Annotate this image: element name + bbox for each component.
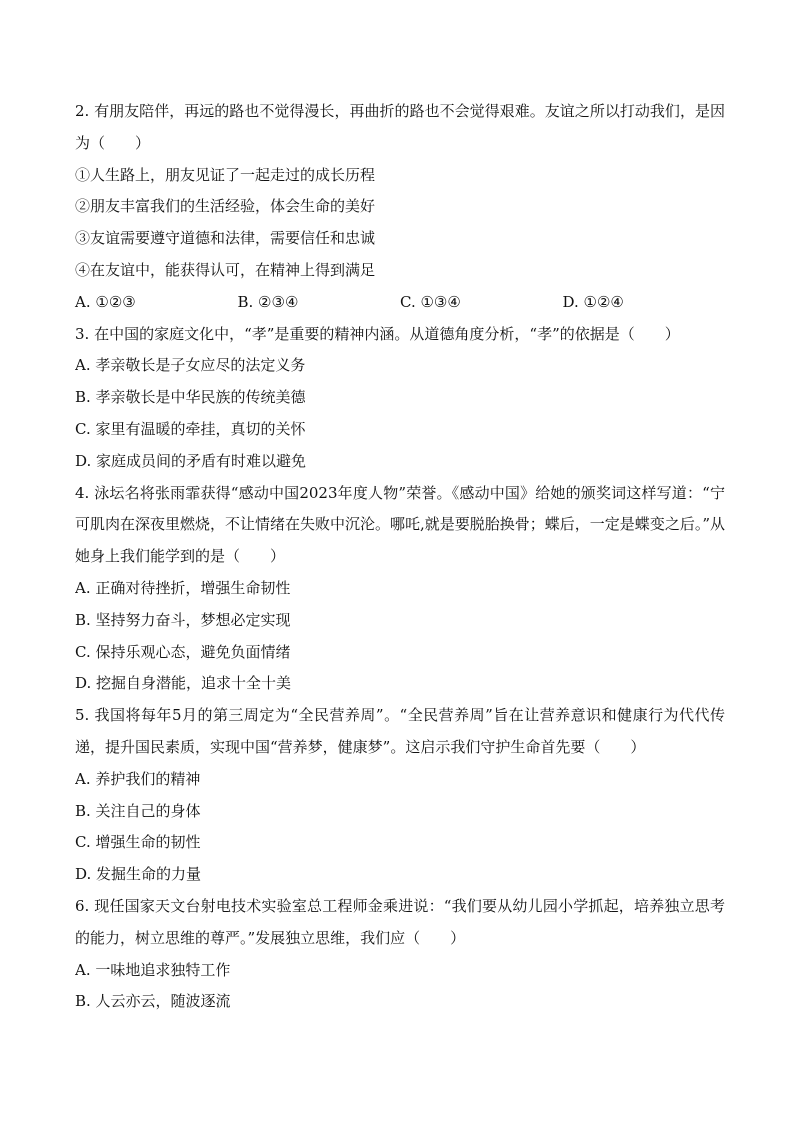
question-2-statement-3: ③友谊需要遵守道德和法律，需要信任和忠诚 <box>75 229 376 248</box>
question-3-option-b: B. 孝亲敬长是中华民族的传统美德 <box>75 388 306 407</box>
question-3 <box>75 319 725 478</box>
question-5-option-d: D. 发掘生命的力量 <box>75 865 202 884</box>
question-5-option-a: A. 养护我们的精神 <box>75 769 201 788</box>
question-2-choice-b: B. ②③④ <box>237 292 299 311</box>
question-5-option-b: B. 关注自己的身体 <box>75 801 201 820</box>
question-2-choice-c: C. ①③④ <box>400 292 461 311</box>
question-3-stem: 3. 在中国的家庭文化中，“孝”是重要的精神内涵。从道德角度分析，“孝”的依据是（ ） <box>75 324 680 343</box>
question-4-option-a: A. 正确对待挫折，增强生命韧性 <box>75 578 291 597</box>
question-4-option-d: D. 挖掘自身潜能，追求十全十美 <box>75 674 292 693</box>
question-4 <box>75 478 725 701</box>
question-5 <box>75 700 725 891</box>
question-4-stem: 4. 泳坛名将张雨霏获得“感动中国2023年度人物”荣誉。《感动中国》给她的颁奖词这样写道：“宁可肌肉在深夜里燃烧，不让情绪在失败中沉沦。哪吒,就是要脱胎换骨；蝶后，一定是蝶变之后。”从她身上我们能学到的是（ ） <box>75 483 725 566</box>
question-2 <box>75 96 725 319</box>
question-3-option-a: A. 孝亲敬长是子女应尽的法定义务 <box>75 356 306 375</box>
question-2-statement-4: ④在友谊中，能获得认可，在精神上得到满足 <box>75 260 376 279</box>
question-6-stem: 6. 现任国家天文台射电技术实验室总工程师金乘进说：“我们要从幼儿园小学抓起，培养独立思考的能力，树立思维的尊严。”发展独立思维，我们应（ ） <box>75 896 725 947</box>
question-2-choice-d: D. ①②④ <box>562 292 624 311</box>
question-2-stem: 2. 有朋友陪伴，再远的路也不觉得漫长，再曲折的路也不会觉得艰难。友谊之所以打动我们，是因为（ ） <box>75 102 725 152</box>
question-6-option-a: A. 一味地追求独特工作 <box>75 960 231 979</box>
question-5-stem: 5. 我国将每年5月的第三周定为“全民营养周”。“全民营养周”旨在让营养意识和健康行为代代传递，提升国民素质，实现中国“营养梦，健康梦”。这启示我们守护生命首先要（ ） <box>75 706 725 756</box>
question-5-option-c: C. 增强生命的韧性 <box>75 833 201 852</box>
question-4-option-b: B. 坚持努力奋斗，梦想必定实现 <box>75 610 291 629</box>
question-3-option-c: C. 家里有温暖的牵挂，真切的关怀 <box>75 419 306 438</box>
question-2-choices <box>75 287 725 319</box>
question-2-statement-1: ①人生路上，朋友见证了一起走过的成长历程 <box>75 165 376 184</box>
question-4-option-c: C. 保持乐观心态，避免负面情绪 <box>75 642 291 661</box>
exam-page <box>75 96 725 1018</box>
question-2-choice-a: A. ①②③ <box>75 292 136 311</box>
question-6-option-b: B. 人云亦云，随波逐流 <box>75 992 231 1011</box>
question-3-option-d: D. 家庭成员间的矛盾有时难以避免 <box>75 451 307 470</box>
question-2-statement-2: ②朋友丰富我们的生活经验，体会生命的美好 <box>75 197 376 216</box>
question-6 <box>75 891 725 1018</box>
